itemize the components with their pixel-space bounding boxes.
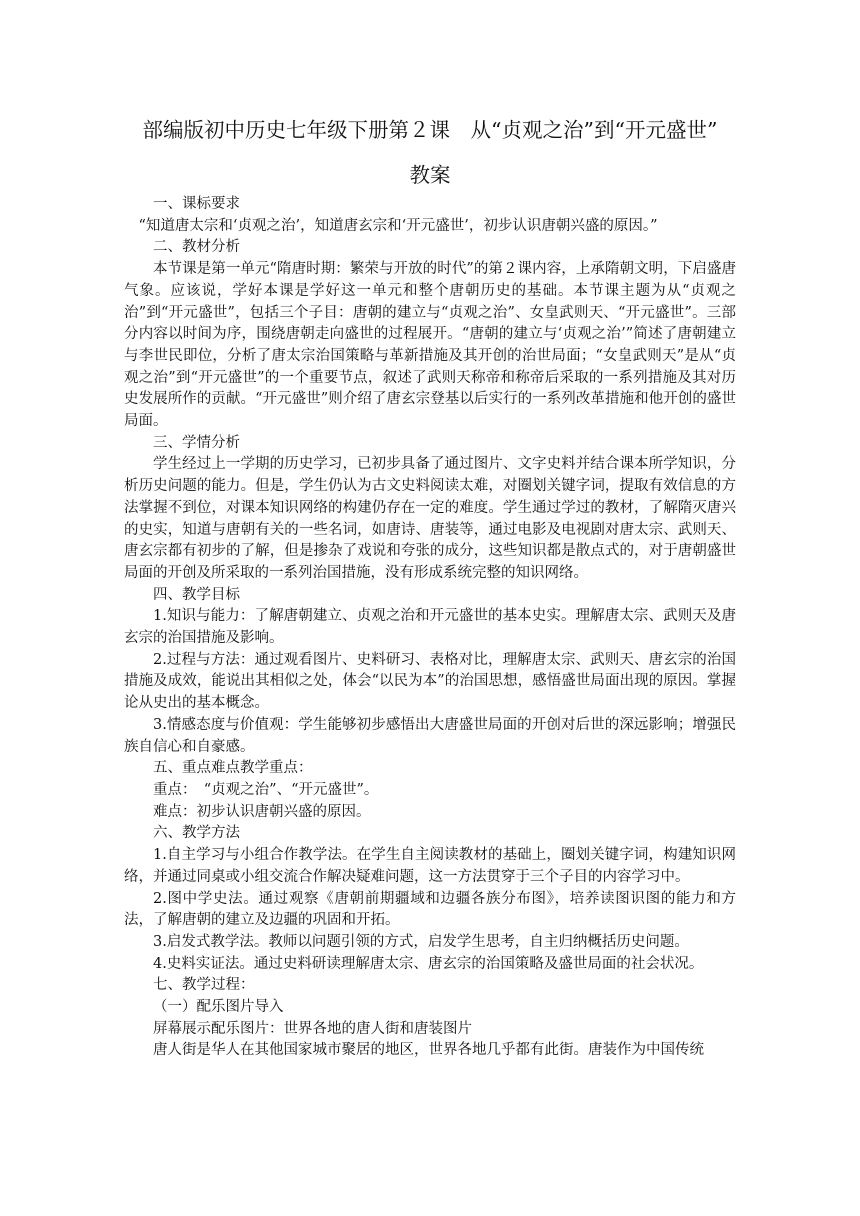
paragraph: 唐人街是华人在其他国家城市聚居的地区，世界各地几乎都有此街。唐装作为中国传统 bbox=[153, 1042, 704, 1059]
paragraph: （一）配乐图片导入 bbox=[153, 999, 284, 1016]
paragraph: 1.自主学习与小组合作教学法。在学生自主阅读教材的基础上，圈划关键字词，构建知识网络，并通过同桌或小组交流合作解决疑难问题，这一方法贯穿于三个子目的内容学习中。 bbox=[124, 847, 736, 885]
paragraph: 本节课是第一单元“隋唐时期：繁荣与开放的时代”的第２课内容，上承隋朝文明，下启盛唐气象。应该说，学好本课是学好这一单元和整个唐朝历史的基础。本节课主题为从“贞观之治”到“开元盛世”，包括三个子目：唐朝的建立与“贞观之治”、女皇武则天、“开元盛世”。三部分内容以时间为序，围绕唐朝走向盛世的过程展开。“唐朝的建立与‘贞观之治’”简述了唐朝建立与李世民即位，分析了唐太宗治国策略与革新措施及其开创的治世局面；“女皇武则天”是从“贞观之治”到“开元盛世”的一个重要节点，叙述了武则天称帝和称帝后采取的一系列措施及其对历史发展所作的贡献。“开元盛世”则介绍了唐玄宗登基以后实行的一系列改革措施和他开创的盛世局面。 bbox=[124, 261, 736, 430]
section-heading: 五、重点难点教学重点： bbox=[153, 760, 313, 777]
paragraph: 2.过程与方法：通过观看图片、史料研习、表格对比，理解唐太宗、武则天、唐玄宗的治国措施及成效，能说出其相似之处，体会“以民为本”的治国思想，感悟盛世局面出现的原因。掌握论从史出的基本概念。 bbox=[124, 651, 736, 712]
section-heading: 一、课标要求 bbox=[153, 196, 240, 212]
paragraph: 3.启发式教学法。教师以问题引领的方式，启发学生思考，自主归纳概括历史问题。 bbox=[153, 933, 689, 950]
document-title-line2: 教案 bbox=[409, 163, 451, 187]
paragraph: 学生经过上一学期的历史学习，已初步具备了通过图片、文字史料并结合课本所学知识，分析历史问题的能力。但是，学生仍认为古文史料阅读太难，对圈划关键字词，提取有效信息的方法掌握不到位，对课本知识网络的构建仍存在一定的难度。学生通过学过的教材，了解隋灭唐兴的史实，知道与唐朝有关的一些名词，如唐诗、唐装等，通过电影及电视剧对唐太宗、武则天、唐玄宗都有初步的了解，但是掺杂了戏说和夸张的成分，这些知识都是散点式的，对于唐朝盛世局面的开创及所采取的一系列治国措施，没有形成系统完整的知识网络。 bbox=[124, 456, 736, 581]
section-heading: 二、教材分析 bbox=[153, 239, 240, 256]
paragraph: 4.史料实证法。通过史料研读理解唐太宗、唐玄宗的治国策略及盛世局面的社会状况。 bbox=[153, 955, 704, 972]
paragraph: 屏幕展示配乐图片：世界各地的唐人街和唐装图片 bbox=[153, 1020, 472, 1037]
paragraph: 3.情感态度与价值观：学生能够初步感悟出大唐盛世局面的开创对后世的深远影响；增强民族自信心和自豪感。 bbox=[124, 716, 736, 755]
paragraph: “知道唐太宗和‘贞观之治’，知道唐玄宗和‘开元盛世’，初步认识唐朝兴盛的原因。” bbox=[138, 217, 658, 234]
document-title: 部编版初中历史七年级下册第２课 从“贞观之治”到“开元盛世” bbox=[142, 118, 718, 142]
section-heading: 七、教学过程： bbox=[153, 977, 255, 994]
paragraph: 2.图中学史法。通过观察《唐朝前期疆域和边疆各族分布图》，培养读图识图的能力和方法，了解唐朝的建立及边疆的巩固和开拓。 bbox=[124, 890, 736, 929]
section-heading: 六、教学方法 bbox=[153, 825, 240, 842]
section-heading: 四、教学目标 bbox=[153, 586, 240, 603]
paragraph: 1.知识与能力：了解唐朝建立、贞观之治和开元盛世的基本史实。理解唐太宗、武则天及唐玄宗的治国措施及影响。 bbox=[124, 608, 736, 647]
paragraph: 重点： “贞观之治”、“开元盛世”。 bbox=[153, 781, 379, 798]
paragraph: 难点：初步认识唐朝兴盛的原因。 bbox=[153, 803, 371, 820]
section-heading: 三、学情分析 bbox=[153, 434, 240, 451]
document-body bbox=[124, 194, 736, 1062]
